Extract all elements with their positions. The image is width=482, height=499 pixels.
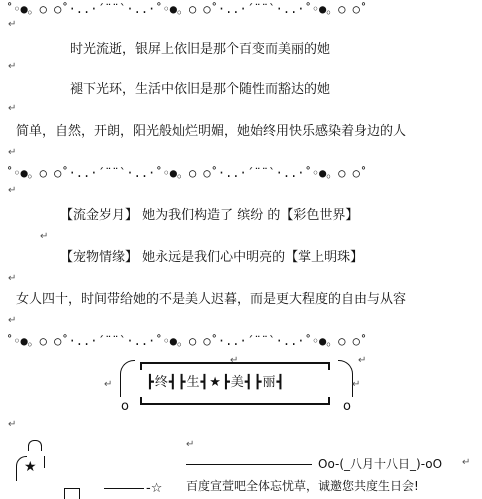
paragraph-mark: ↵ — [104, 379, 113, 390]
paragraph-mark: ↵ — [40, 231, 49, 242]
paragraph-mark: ↵ — [8, 315, 17, 326]
poem-line-5: 【宠物情缘】 她永远是我们心中明亮的【掌上明珠】 — [60, 250, 364, 265]
frame-right-o: o — [343, 399, 351, 414]
paragraph-mark: ↵ — [230, 355, 239, 366]
ornament-line-1: ˚◦●。○ ○˚·..·´¨¨`·..·˚◦●。○ ○˚·..·´¨¨`·..·˚◦●。○ ○˚ — [6, 2, 368, 16]
paragraph-mark: ↵ — [8, 103, 17, 114]
footer-dash-line — [104, 488, 144, 489]
paragraph-mark: ↵ — [186, 439, 195, 450]
poem-line-2: 褪下光环，生活中依旧是那个随性而豁达的她 — [70, 82, 331, 97]
poem-line-1: 时光流逝，银屏上依旧是那个百变而美丽的她 — [70, 42, 331, 57]
footer-vertical-bar — [44, 456, 45, 468]
frame-bottom-border — [140, 397, 330, 405]
paragraph-mark: ↵ — [8, 185, 17, 196]
footer-arc — [28, 440, 42, 451]
poem-line-6: 女人四十，时间带给她的不是美人迟暮，而是更大程度的自由与从容 — [16, 292, 407, 307]
ornament-line-2: ˚◦●。○ ○˚·..·´¨¨`·..·˚◦●。○ ○˚·..·´¨¨`·..·˚◦●。○ ○˚ — [6, 166, 368, 180]
frame-left-o: o — [121, 399, 129, 414]
paragraph-mark: ↵ — [8, 419, 17, 430]
star-outline-icon: -☆ — [146, 481, 163, 496]
paragraph-mark: ↵ — [8, 273, 17, 284]
poem-line-4: 【流金岁月】 她为我们构造了 缤纷 的【彩色世界】 — [60, 208, 359, 223]
paragraph-mark: ↵ — [8, 61, 17, 72]
paragraph-mark: ↵ — [462, 457, 471, 468]
frame-right-arc — [338, 360, 353, 397]
birthday-date: Oo-(_八月十八日_)-oO — [318, 457, 443, 471]
footer-rule — [186, 464, 312, 465]
ornament-line-3: ˚◦●。○ ○˚·..·´¨¨`·..·˚◦●。○ ○˚·..·´¨¨`·..·˚◦●。○ ○˚ — [6, 334, 368, 348]
paragraph-mark: ↵ — [8, 147, 17, 158]
invitation-message: 百度宣萱吧全体忘忧草，诚邀您共度生日会! — [186, 479, 419, 493]
frame-left-arc — [120, 360, 135, 397]
star-icon: ★ — [24, 459, 37, 475]
poem-line-3: 简单，自然，开朗，阳光般灿烂明媚，她始终用快乐感染着身边的人 — [16, 124, 407, 139]
paragraph-mark: ↵ — [8, 19, 17, 30]
paragraph-mark: ↵ — [352, 379, 361, 390]
paragraph-mark: ↵ — [358, 355, 367, 366]
frame-title: ┣终┫┣生┫★┣美┫┣丽┫ — [146, 375, 286, 390]
footer-bottom-bracket — [64, 488, 80, 499]
